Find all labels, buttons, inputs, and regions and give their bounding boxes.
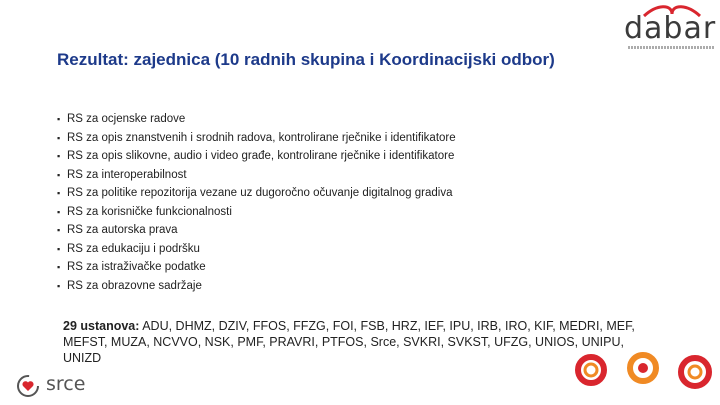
bullet-icon: ▪ [57,169,61,180]
list-item: ▪ RS za edukaciju i podršku [57,240,456,259]
slide-title: Rezultat: zajednica (10 radnih skupina i Koordinacijski odbor) [57,50,555,69]
list-item: ▪ RS za interoperabilnost [57,166,456,185]
bullet-icon: ▪ [57,262,61,272]
bullet-icon: ▪ [57,151,61,161]
srce-logo-text: srce [46,373,86,395]
srce-heart-icon [14,372,44,400]
decorative-circles [573,346,713,405]
list-item: ▪ RS za obrazovne sadržaje [57,277,456,296]
decorative-ring-red [681,358,709,386]
decorative-ring-orange [585,364,597,376]
dabar-logo-tagline [628,46,714,49]
srce-logo [14,372,104,400]
bullet-icon: ▪ [57,114,61,124]
decorative-ring-red [638,363,648,373]
decorative-ring-red [578,357,604,383]
bullet-icon: ▪ [57,280,61,291]
list-item: ▪ RS za opis slikovne, audio i video građe, kontrolirane rječnike i identifikatore [57,147,456,166]
list-item: ▪ RS za politike repozitorija vezane uz dugoročno očuvanje digitalnog gradiva [57,184,456,203]
bullet-icon: ▪ [57,206,61,217]
list-item: ▪ RS za ocjenske radove [57,110,456,129]
bullet-icon: ▪ [57,132,61,143]
list-item: ▪ RS za autorska prava [57,221,456,240]
list-item: ▪ RS za korisničke funkcionalnosti [57,203,456,222]
decorative-ring-orange [689,366,701,378]
dabar-logo-text: dabar [624,11,717,46]
dabar-logo [618,4,718,52]
institutions-label: 29 ustanova: [63,319,140,333]
bullet-icon: ▪ [57,243,61,254]
bullet-icon: ▪ [57,188,61,198]
institutions-list: ADU, DHMZ, DZIV, FFOS, FFZG, FOI, FSB, HRZ, IEF, IPU, IRB, IRO, KIF, MEDRI, MEF, MEFST, MUZA, NCVVO, NSK, PMF, PRAVRI, PTFOS, Srce, SVKRI, SVKST, UFZG, UNIOS, UNIPU, UNIZD [63,319,635,365]
list-item: ▪ RS za opis znanstvenih i srodnih radova, kontrolirane rječnike i identifikatore [57,129,456,148]
bullet-icon: ▪ [57,225,61,235]
working-groups-list [57,110,456,295]
list-item: ▪ RS za istraživačke podatke [57,258,456,277]
